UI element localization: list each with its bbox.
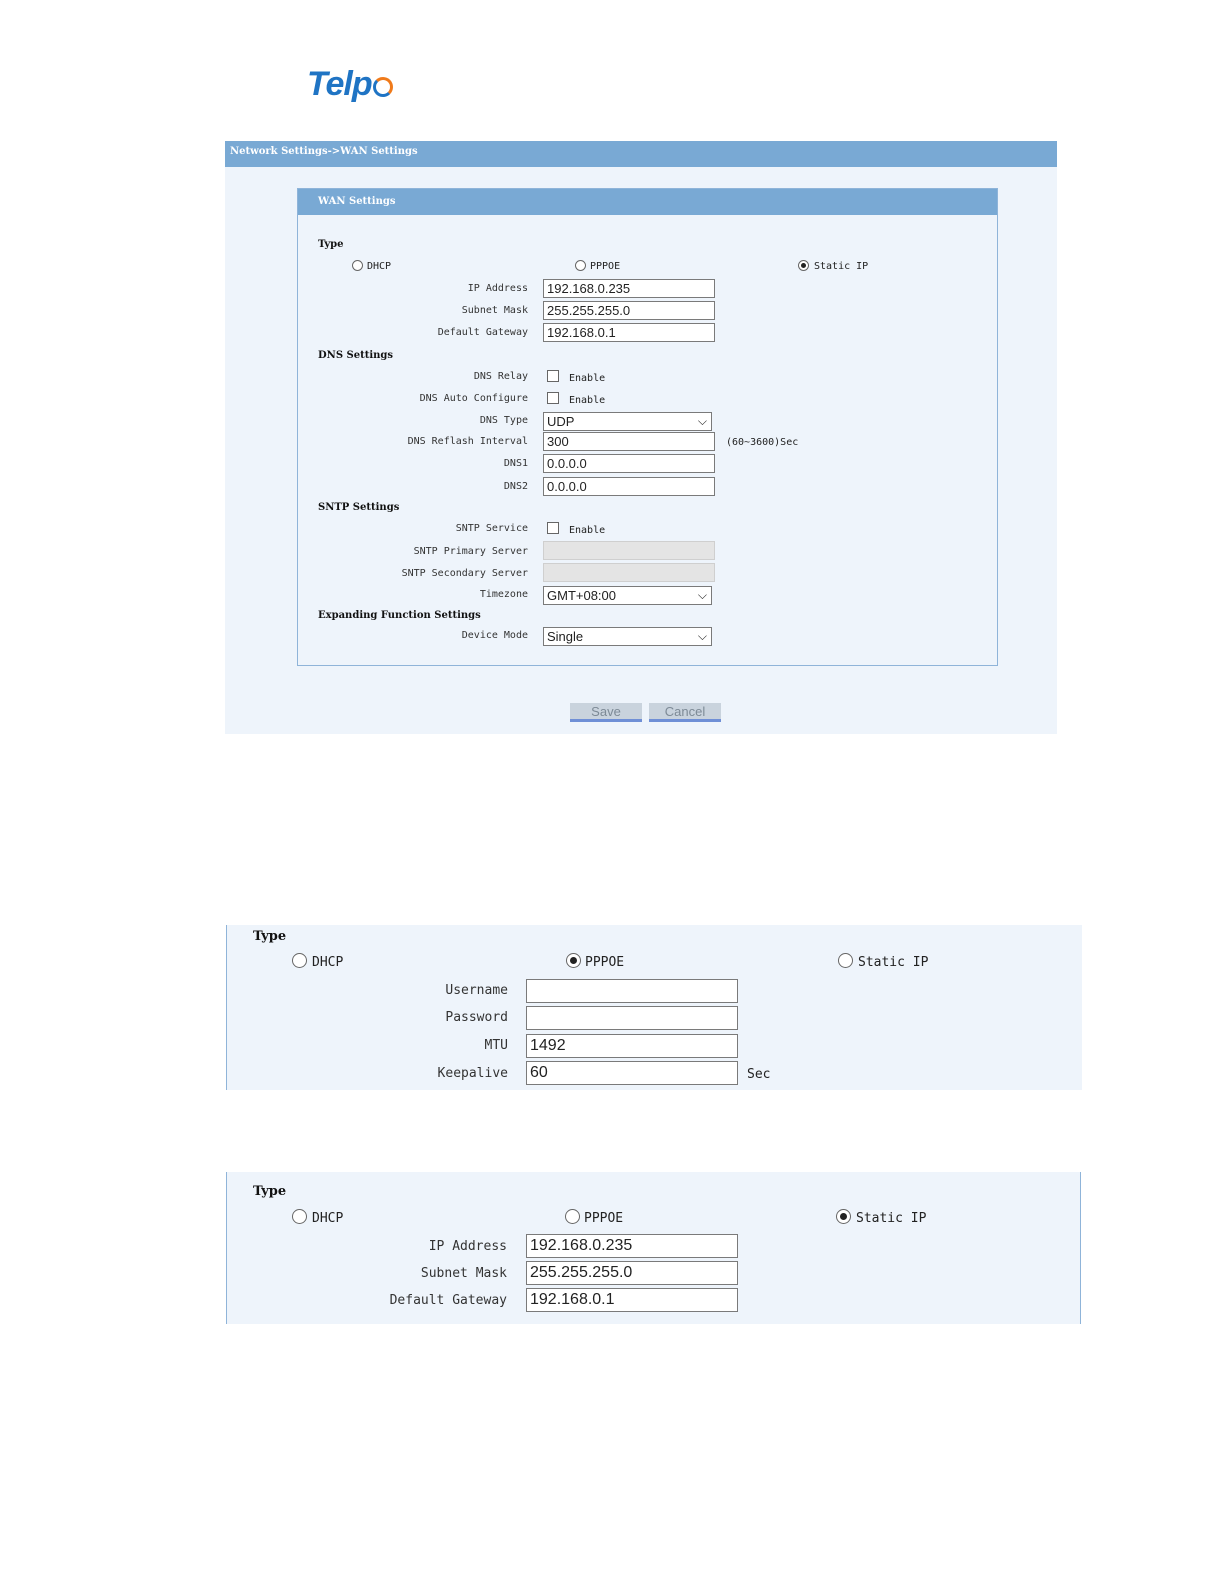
dns-reflash-interval-input[interactable]: 300 <box>543 432 715 451</box>
dns-reflash-interval-hint: (60~3600)Sec <box>726 437 799 448</box>
logo-o-mark <box>373 77 393 97</box>
chevron-down-icon: ⌵ <box>697 414 707 428</box>
keepalive-label: Keepalive <box>437 1066 508 1081</box>
sntp-service-label: SNTP Service <box>455 523 528 534</box>
telpo-logo <box>307 64 407 104</box>
radio-static-ip-label: Static IP <box>858 955 929 970</box>
dns-relay-label: DNS Relay <box>473 371 528 382</box>
type-heading: Type <box>253 1184 287 1199</box>
radio-pppoe[interactable] <box>566 953 581 968</box>
device-mode-label: Device Mode <box>461 630 528 641</box>
radio-dhcp-label: DHCP <box>367 261 392 272</box>
pppoe-settings-crop <box>226 925 1082 1090</box>
subnet-mask-label: Subnet Mask <box>420 1266 507 1281</box>
sntp-service-enable-label: Enable <box>569 525 606 536</box>
dns2-label: DNS2 <box>503 481 528 492</box>
sntp-service-checkbox[interactable] <box>547 522 559 534</box>
dns-relay-enable-label: Enable <box>569 373 606 384</box>
username-input[interactable] <box>526 979 738 1003</box>
password-input[interactable] <box>526 1006 738 1030</box>
expanding-function-heading: Expanding Function Settings <box>318 610 481 621</box>
radio-dhcp[interactable] <box>352 260 363 271</box>
radio-dhcp-label: DHCP <box>312 1211 344 1226</box>
sntp-secondary-server-label: SNTP Secondary Server <box>401 568 528 579</box>
subnet-mask-input[interactable]: 255.255.255.0 <box>543 301 715 320</box>
device-mode-select[interactable] <box>543 627 712 646</box>
sntp-primary-server-input[interactable] <box>543 541 715 560</box>
chevron-down-icon: ⌵ <box>697 588 707 602</box>
type-heading: Type <box>318 239 344 250</box>
dns-type-select[interactable] <box>543 412 712 431</box>
cancel-button[interactable]: Cancel <box>649 703 721 722</box>
sntp-secondary-server-input[interactable] <box>543 563 715 582</box>
ip-address-input[interactable]: 192.168.0.235 <box>526 1234 738 1258</box>
mtu-label: MTU <box>484 1038 508 1053</box>
sntp-primary-server-label: SNTP Primary Server <box>413 546 528 557</box>
keepalive-unit: Sec <box>747 1067 771 1082</box>
radio-pppoe[interactable] <box>565 1209 580 1224</box>
static-ip-settings-crop <box>226 1172 1081 1324</box>
default-gateway-label: Default Gateway <box>437 327 528 338</box>
radio-pppoe-label: PPPOE <box>590 261 621 272</box>
keepalive-input[interactable]: 60 <box>526 1061 738 1085</box>
radio-dhcp[interactable] <box>292 953 307 968</box>
radio-static-ip[interactable] <box>836 1209 851 1224</box>
password-label: Password <box>445 1010 508 1025</box>
default-gateway-label: Default Gateway <box>389 1293 507 1308</box>
radio-static-ip-label: Static IP <box>856 1211 927 1226</box>
ip-address-label: IP Address <box>467 283 528 294</box>
panel-title: WAN Settings <box>298 189 997 215</box>
default-gateway-input[interactable]: 192.168.0.1 <box>526 1288 738 1312</box>
dns-type-label: DNS Type <box>479 415 528 426</box>
wan-settings-panel <box>297 188 998 666</box>
sntp-settings-heading: SNTP Settings <box>318 502 400 513</box>
dns-auto-configure-enable-label: Enable <box>569 395 606 406</box>
dns-auto-configure-checkbox[interactable] <box>547 392 559 404</box>
radio-pppoe-label: PPPOE <box>585 955 625 970</box>
timezone-label: Timezone <box>479 589 528 600</box>
chevron-down-icon: ⌵ <box>697 629 707 643</box>
username-label: Username <box>445 983 508 998</box>
default-gateway-input[interactable]: 192.168.0.1 <box>543 323 715 342</box>
timezone-select[interactable] <box>543 586 712 605</box>
type-heading: Type <box>253 929 287 944</box>
dns-settings-heading: DNS Settings <box>318 350 394 361</box>
dns1-label: DNS1 <box>503 458 528 469</box>
device-mode-value: Single <box>547 629 584 644</box>
radio-dhcp-label: DHCP <box>312 955 344 970</box>
radio-pppoe-label: PPPOE <box>584 1211 624 1226</box>
save-button[interactable]: Save <box>570 703 642 722</box>
radio-pppoe[interactable] <box>575 260 586 271</box>
radio-static-ip[interactable] <box>798 260 809 271</box>
radio-dhcp[interactable] <box>292 1209 307 1224</box>
dns2-input[interactable]: 0.0.0.0 <box>543 477 715 496</box>
radio-static-ip[interactable] <box>838 953 853 968</box>
mtu-input[interactable]: 1492 <box>526 1034 738 1058</box>
dns-type-value: UDP <box>547 414 575 429</box>
logo-text: Telp <box>307 65 372 103</box>
dns-relay-checkbox[interactable] <box>547 370 559 382</box>
ip-address-input[interactable]: 192.168.0.235 <box>543 279 715 298</box>
dns1-input[interactable]: 0.0.0.0 <box>543 454 715 473</box>
subnet-mask-label: Subnet Mask <box>461 305 528 316</box>
breadcrumb: Network Settings->WAN Settings <box>225 141 1057 167</box>
dns-reflash-interval-label: DNS Reflash Interval <box>407 436 528 447</box>
wan-settings-screenshot <box>225 141 1057 734</box>
dns-auto-configure-label: DNS Auto Configure <box>419 393 528 404</box>
ip-address-label: IP Address <box>428 1239 507 1254</box>
subnet-mask-input[interactable]: 255.255.255.0 <box>526 1261 738 1285</box>
radio-static-ip-label: Static IP <box>814 261 869 272</box>
timezone-value: GMT+08:00 <box>547 588 617 603</box>
